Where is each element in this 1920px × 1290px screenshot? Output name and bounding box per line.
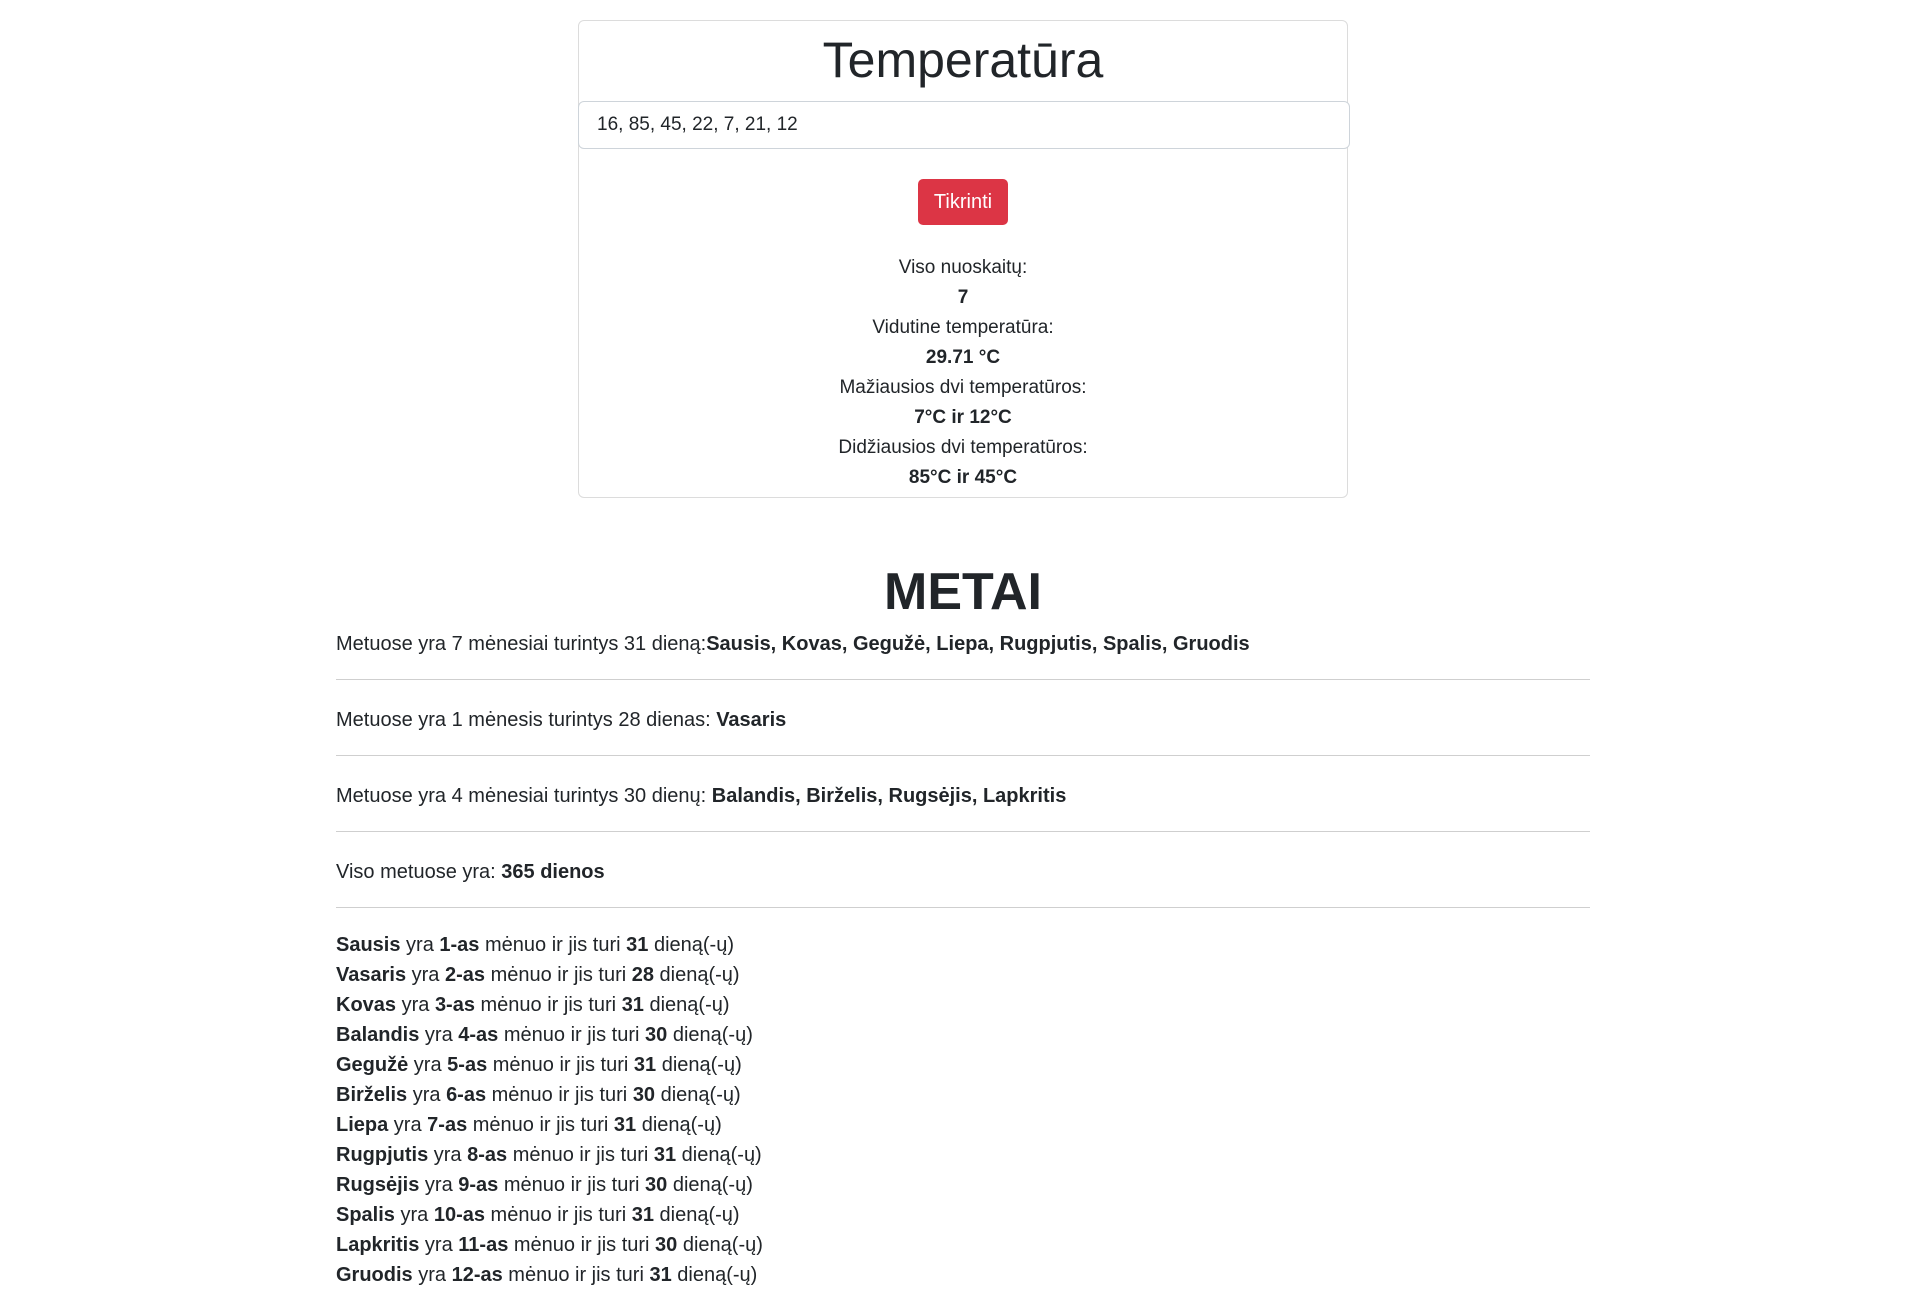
month-text-dienu: dieną(-ų) [655, 1084, 741, 1106]
lowest-temperatures-value: 7°C ir 12°C [914, 407, 1012, 428]
summary-total: 365 dienos [501, 861, 605, 883]
month-name: Balandis [336, 1024, 420, 1046]
month-days: 31 [633, 1054, 657, 1076]
month-days: 31 [626, 934, 649, 956]
summary-text: Viso metuose yra: [336, 861, 502, 883]
month-line-birzelis [336, 1080, 1590, 1110]
year-section [336, 558, 1590, 1290]
month-line-kovas [336, 990, 1590, 1020]
month-name: Liepa [336, 1114, 389, 1136]
month-order: 1-as [439, 934, 480, 956]
month-line-rugsejis [336, 1170, 1590, 1200]
month-name: Sausis [336, 934, 401, 956]
summary-text: Metuose yra 7 mėnesiai turintys 31 dieną: [336, 633, 707, 655]
year-title: METAI [884, 563, 1042, 621]
months-list [336, 930, 1590, 1290]
month-name: Rugsėjis [336, 1174, 420, 1196]
month-text-menuo: mėnuo ir jis turi [486, 1084, 633, 1106]
month-line-liepa [336, 1110, 1590, 1140]
month-text-yra: yra [419, 1234, 459, 1256]
average-temperature-label: Vidutine temperatūra: [872, 317, 1054, 338]
readings-count-value: 7 [957, 287, 969, 308]
month-name: Lapkritis [336, 1234, 420, 1256]
month-text-menuo: mėnuo ir jis turi [479, 934, 627, 956]
month-text-yra: yra [396, 994, 435, 1016]
summary-text: Metuose yra 4 mėnesiai turintys 30 dienų: [336, 785, 712, 807]
month-text-menuo: mėnuo ir jis turi [485, 964, 632, 986]
temperature-title: Temperatūra [822, 32, 1104, 88]
month-order: 7-as [427, 1114, 468, 1136]
month-name: Vasaris [336, 964, 407, 986]
month-line-rugpjutis [336, 1140, 1590, 1170]
month-days: 30 [645, 1024, 668, 1046]
highest-temperatures-value: 85°C ir 45°C [908, 467, 1018, 488]
month-line-geguze [336, 1050, 1590, 1080]
temperature-input[interactable] [578, 101, 1350, 149]
summary-row-28-days [336, 702, 1590, 756]
month-text-menuo: mėnuo ir jis turi [487, 1054, 634, 1076]
month-days: 30 [645, 1174, 668, 1196]
month-order: 10-as [433, 1204, 485, 1226]
readings-count-label: Viso nuoskaitų: [898, 257, 1028, 278]
month-text-dienu: dieną(-ų) [636, 1114, 722, 1136]
month-days: 31 [649, 1264, 672, 1286]
month-text-menuo: mėnuo ir jis turi [467, 1114, 614, 1136]
month-order: 12-as [451, 1264, 503, 1286]
month-line-vasaris [336, 960, 1590, 990]
summary-row-30-days [336, 778, 1590, 832]
month-text-yra: yra [412, 1264, 452, 1286]
month-line-balandis [336, 1020, 1590, 1050]
month-text-menuo: mėnuo ir jis turi [507, 1144, 654, 1166]
month-text-yra: yra [419, 1174, 459, 1196]
month-name: Gruodis [336, 1264, 413, 1286]
average-temperature-value: 29.71 °C [925, 347, 1001, 368]
month-text-dienu: dieną(-ų) [667, 1174, 753, 1196]
month-order: 4-as [458, 1024, 499, 1046]
month-name: Kovas [336, 994, 397, 1016]
month-text-dienu: dieną(-ų) [671, 1264, 758, 1286]
month-text-dienu: dieną(-ų) [667, 1024, 753, 1046]
month-text-menuo: mėnuo ir jis turi [498, 1174, 646, 1196]
month-line-gruodis [336, 1260, 1590, 1290]
month-text-dienu: dieną(-ų) [656, 1054, 742, 1076]
temperature-card [578, 20, 1348, 498]
month-text-yra: yra [408, 1054, 448, 1076]
month-text-yra: yra [388, 1114, 428, 1136]
month-days: 31 [653, 1144, 677, 1166]
temperature-results [579, 253, 1347, 493]
month-days: 30 [655, 1234, 678, 1256]
month-line-sausis [336, 930, 1590, 960]
month-text-yra: yra [428, 1144, 468, 1166]
month-text-yra: yra [400, 934, 440, 956]
month-days: 31 [621, 994, 644, 1016]
month-order: 8-as [467, 1144, 508, 1166]
summary-months: Sausis, Kovas, Gegužė, Liepa, Rugpjutis, Spalis, Gruodis [706, 633, 1250, 655]
month-text-dienu: dieną(-ų) [643, 994, 730, 1016]
month-text-yra: yra [394, 1204, 434, 1226]
month-line-spalis [336, 1200, 1590, 1230]
month-days: 31 [631, 1204, 654, 1226]
month-text-dienu: dieną(-ų) [653, 1204, 740, 1226]
month-text-dienu: dieną(-ų) [676, 1144, 762, 1166]
month-text-yra: yra [407, 1084, 447, 1106]
month-text-dienu: dieną(-ų) [677, 1234, 763, 1256]
month-text-dienu: dieną(-ų) [653, 964, 740, 986]
summary-row-total-days [336, 854, 1590, 908]
month-name: Rugpjutis [336, 1144, 429, 1166]
month-days: 30 [632, 1084, 656, 1106]
month-order: 5-as [447, 1054, 488, 1076]
month-order: 9-as [458, 1174, 499, 1196]
month-text-menuo: mėnuo ir jis turi [474, 994, 622, 1016]
month-text-yra: yra [406, 964, 445, 986]
check-button[interactable]: Tikrinti [918, 179, 1008, 225]
month-order: 6-as [446, 1084, 487, 1106]
summary-months: Vasaris [716, 709, 787, 731]
month-text-menuo: mėnuo ir jis turi [498, 1024, 646, 1046]
month-order: 2-as [444, 964, 486, 986]
month-text-dienu: dieną(-ų) [648, 934, 734, 956]
month-days: 28 [631, 964, 654, 986]
month-text-menuo: mėnuo ir jis turi [484, 1204, 632, 1226]
lowest-temperatures-label: Mažiausios dvi temperatūros: [839, 377, 1087, 398]
highest-temperatures-label: Didžiausios dvi temperatūros: [838, 437, 1088, 458]
month-order: 3-as [434, 994, 475, 1016]
month-name: Gegužė [336, 1054, 409, 1076]
month-text-yra: yra [419, 1024, 459, 1046]
month-line-lapkritis [336, 1230, 1590, 1260]
month-text-menuo: mėnuo ir jis turi [508, 1234, 656, 1256]
summary-text: Metuose yra 1 mėnesis turintys 28 dienas: [336, 709, 717, 731]
month-name: Spalis [336, 1204, 395, 1226]
summary-months: Balandis, Birželis, Rugsėjis, Lapkritis [711, 785, 1067, 807]
month-name: Birželis [336, 1084, 408, 1106]
month-days: 31 [613, 1114, 637, 1136]
summary-row-31-days [336, 626, 1590, 680]
month-order: 11-as [458, 1234, 509, 1256]
month-text-menuo: mėnuo ir jis turi [502, 1264, 650, 1286]
